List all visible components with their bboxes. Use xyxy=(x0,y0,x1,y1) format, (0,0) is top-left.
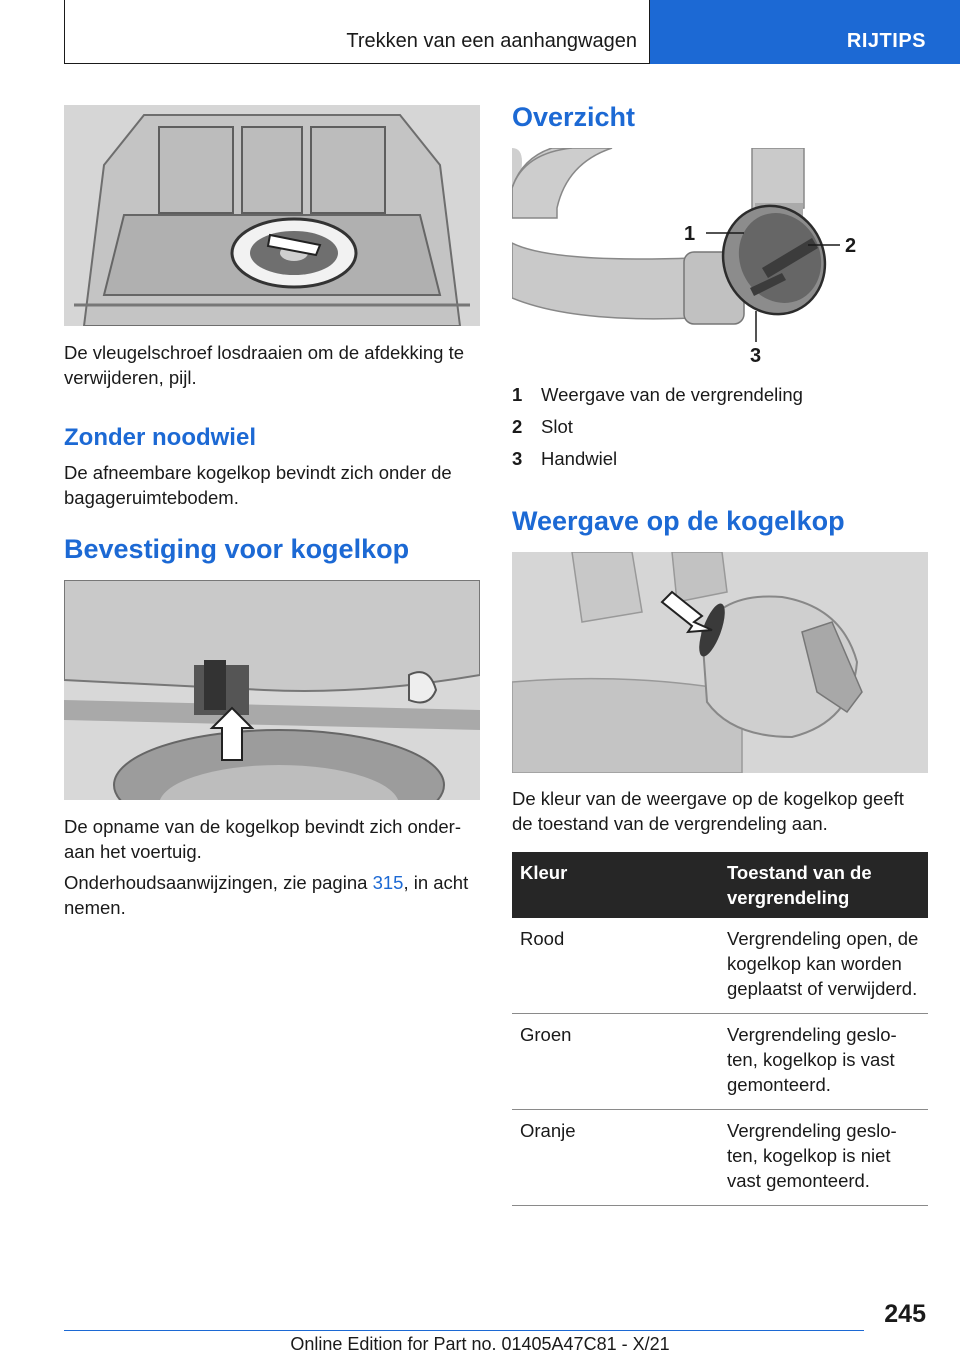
table-row xyxy=(512,1014,928,1110)
heading-weergave: Weergave op de kogelkop xyxy=(512,506,845,536)
maintenance-text-after: , in acht nemen. xyxy=(64,872,469,918)
column-header-kleur: Kleur xyxy=(512,852,719,918)
legend-item xyxy=(512,446,928,478)
legend-number: 1 xyxy=(512,384,523,405)
page-link-315[interactable]: 315 xyxy=(372,872,404,893)
heading-bevestiging: Bevestiging voor kogelkop xyxy=(64,534,410,564)
cell-status: Vergrendeling open, de kogelkop kan worden geplaatst of verwijderd. xyxy=(719,918,928,1014)
overview-legend xyxy=(512,382,928,478)
cell-color: Rood xyxy=(512,918,719,1014)
legend-item xyxy=(512,414,928,446)
towbar-overview-illustration xyxy=(512,148,928,372)
maintenance-note xyxy=(64,870,482,920)
luggage-compartment-illustration xyxy=(64,105,480,326)
maintenance-text-before: Onderhoudsaanwijzingen, zie pagina xyxy=(64,872,373,893)
legend-number: 3 xyxy=(512,448,523,469)
cell-color: Groen xyxy=(512,1014,719,1110)
ball-head-indicator-figure xyxy=(512,552,928,773)
mount-underside-illustration xyxy=(64,580,480,800)
caption-wing-screw: De vleugelschroef losdraaien om de afdekking te verwijderen, pijl. xyxy=(64,342,465,388)
legend-number: 2 xyxy=(512,416,523,437)
footer-divider xyxy=(64,1330,864,1331)
column-header-toestand: Toestand van de vergrendeling xyxy=(719,852,928,918)
header-title-box xyxy=(64,0,650,64)
heading-zonder-noodwiel: Zonder noodwiel xyxy=(64,424,256,451)
callout-1: 1 xyxy=(684,223,696,245)
caption-mount-location: De opname van de kogelkop bevindt zich onderaan het voertuig. xyxy=(64,816,461,862)
lock-status-table xyxy=(512,852,928,1206)
mount-underside-figure xyxy=(64,580,480,800)
text-zonder-noodwiel: De afneembare kogelkop bevindt zich onder de bagageruimtebodem. xyxy=(64,462,452,508)
legend-text: Handwiel xyxy=(541,448,618,469)
heading-overzicht: Overzicht xyxy=(512,102,636,132)
chapter-title: Trekken van een aanhangwagen xyxy=(346,30,637,52)
cell-color: Oranje xyxy=(512,1110,719,1206)
callout-2: 2 xyxy=(845,235,857,257)
ball-head-indicator-illustration xyxy=(512,552,928,773)
cell-status: Vergrendeling gesloten, kogelkop is vast gemonteerd. xyxy=(719,1014,928,1110)
edition-footer: Online Edition for Part no. 01405A47C81 - X/21 xyxy=(290,1334,670,1354)
table-row xyxy=(512,918,928,1014)
legend-text: Slot xyxy=(541,416,573,437)
legend-item xyxy=(512,382,928,414)
callout-3: 3 xyxy=(750,345,762,367)
table-header-row xyxy=(512,852,928,918)
luggage-compartment-figure xyxy=(64,105,480,326)
text-weergave: De kleur van de weergave op de kogelkop geeft de toestand van de vergrendeling aan. xyxy=(512,788,904,834)
section-tab-label: RIJTIPS xyxy=(846,30,926,52)
page-number: 245 xyxy=(884,1300,926,1328)
cell-status: Vergrendeling gesloten, kogelkop is niet vast gemonteerd. xyxy=(719,1110,928,1206)
table-row xyxy=(512,1110,928,1206)
towbar-overview-figure xyxy=(512,148,928,372)
legend-text: Weergave van de vergrendeling xyxy=(541,384,803,405)
section-tab[interactable] xyxy=(650,0,960,64)
